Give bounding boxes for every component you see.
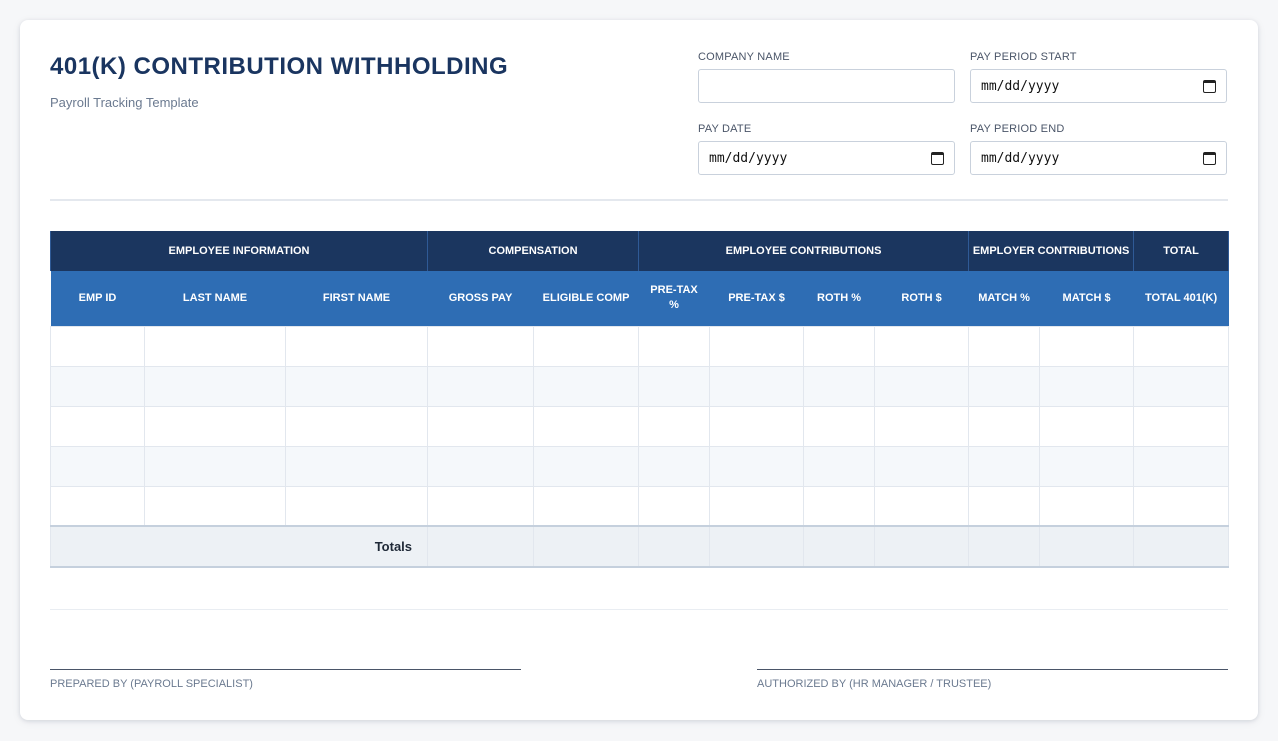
col-match-dollars: MATCH $ (1040, 271, 1134, 326)
cell-pre-tax-percent[interactable] (639, 406, 710, 446)
page-subtitle: Payroll Tracking Template (50, 95, 199, 110)
cell-match-dollars[interactable] (1040, 366, 1134, 406)
col-match-percent: MATCH % (969, 271, 1040, 326)
cell-emp-id[interactable] (51, 366, 145, 406)
col-gross-pay: GROSS PAY (428, 271, 534, 326)
calendar-icon[interactable] (931, 152, 944, 165)
pay-period-end-value: mm/dd/yyyy (981, 150, 1060, 166)
cell-roth-percent[interactable] (804, 486, 875, 526)
signature-line[interactable] (50, 669, 521, 670)
page-title: 401(K) CONTRIBUTION WITHHOLDING (50, 53, 509, 80)
cell-pre-tax-percent[interactable] (639, 326, 710, 366)
total-pre-tax-dollars (710, 526, 804, 567)
cell-gross-pay[interactable] (428, 446, 534, 486)
cell-match-dollars[interactable] (1040, 406, 1134, 446)
pay-period-end-field-group (970, 123, 1227, 175)
total-eligible-comp (534, 526, 639, 567)
table-row (51, 446, 1229, 486)
cell-match-percent[interactable] (969, 366, 1040, 406)
cell-pre-tax-percent[interactable] (639, 366, 710, 406)
total-pre-tax-percent (639, 526, 710, 567)
calendar-icon[interactable] (1203, 80, 1216, 93)
pay-period-start-label: PAY PERIOD START (970, 51, 1077, 63)
cell-total-401k[interactable] (1134, 446, 1229, 486)
pay-period-start-value: mm/dd/yyyy (981, 78, 1060, 94)
group-header-row (51, 231, 1229, 271)
cell-pre-tax-percent[interactable] (639, 486, 710, 526)
cell-roth-dollars[interactable] (875, 366, 969, 406)
cell-pre-tax-percent[interactable] (639, 446, 710, 486)
group-employee-information: EMPLOYEE INFORMATION (51, 231, 428, 271)
cell-pre-tax-dollars[interactable] (710, 366, 804, 406)
col-total-401k: TOTAL 401(K) (1134, 271, 1229, 326)
cell-emp-id[interactable] (51, 446, 145, 486)
cell-match-percent[interactable] (969, 446, 1040, 486)
cell-total-401k[interactable] (1134, 326, 1229, 366)
pay-period-start-input[interactable] (970, 69, 1227, 103)
template-card (20, 20, 1258, 720)
cell-eligible-comp[interactable] (534, 406, 639, 446)
total-match-percent (969, 526, 1040, 567)
cell-total-401k[interactable] (1134, 406, 1229, 446)
cell-emp-id[interactable] (51, 326, 145, 366)
cell-gross-pay[interactable] (428, 486, 534, 526)
calendar-icon[interactable] (1203, 152, 1216, 165)
cell-roth-dollars[interactable] (875, 326, 969, 366)
cell-first-name[interactable] (286, 406, 428, 446)
col-last-name: LAST NAME (145, 271, 286, 326)
pay-date-field-group (698, 123, 955, 175)
cell-last-name[interactable] (145, 486, 286, 526)
cell-roth-dollars[interactable] (875, 406, 969, 446)
cell-roth-percent[interactable] (804, 326, 875, 366)
cell-match-dollars[interactable] (1040, 446, 1134, 486)
authorized-by-caption: AUTHORIZED BY (HR MANAGER / TRUSTEE) (757, 678, 992, 690)
cell-match-percent[interactable] (969, 486, 1040, 526)
total-roth-percent (804, 526, 875, 567)
contribution-table (50, 231, 1229, 568)
col-roth-dollars: ROTH $ (875, 271, 969, 326)
cell-total-401k[interactable] (1134, 486, 1229, 526)
pay-period-end-label: PAY PERIOD END (970, 123, 1065, 135)
group-employee-contributions: EMPLOYEE CONTRIBUTIONS (639, 231, 969, 271)
cell-first-name[interactable] (286, 366, 428, 406)
cell-roth-dollars[interactable] (875, 486, 969, 526)
cell-first-name[interactable] (286, 446, 428, 486)
table-body (51, 326, 1229, 526)
total-match-dollars (1040, 526, 1134, 567)
table-row (51, 486, 1229, 526)
cell-last-name[interactable] (145, 406, 286, 446)
cell-last-name[interactable] (145, 366, 286, 406)
cell-match-percent[interactable] (969, 326, 1040, 366)
signature-line[interactable] (757, 669, 1228, 670)
header-divider (50, 199, 1228, 201)
cell-eligible-comp[interactable] (534, 326, 639, 366)
group-compensation: COMPENSATION (428, 231, 639, 271)
cell-gross-pay[interactable] (428, 406, 534, 446)
company-name-label: COMPANY NAME (698, 51, 790, 63)
col-pre-tax-percent: PRE-TAX % (639, 271, 710, 326)
company-name-field-group (698, 51, 955, 103)
company-name-input[interactable] (698, 69, 955, 103)
cell-pre-tax-dollars[interactable] (710, 446, 804, 486)
cell-eligible-comp[interactable] (534, 486, 639, 526)
col-emp-id: EMP ID (51, 271, 145, 326)
col-first-name: FIRST NAME (286, 271, 428, 326)
cell-gross-pay[interactable] (428, 366, 534, 406)
cell-pre-tax-dollars[interactable] (710, 486, 804, 526)
table-row (51, 366, 1229, 406)
footer-divider (50, 609, 1228, 610)
group-total: TOTAL (1134, 231, 1229, 271)
cell-match-dollars[interactable] (1040, 326, 1134, 366)
col-pre-tax-dollars: PRE-TAX $ (710, 271, 804, 326)
totals-label: Totals (51, 526, 428, 567)
column-header-row (51, 271, 1229, 326)
cell-match-percent[interactable] (969, 406, 1040, 446)
cell-eligible-comp[interactable] (534, 366, 639, 406)
pay-date-label: PAY DATE (698, 123, 752, 135)
pay-period-start-field-group (970, 51, 1227, 103)
cell-roth-percent[interactable] (804, 366, 875, 406)
cell-first-name[interactable] (286, 326, 428, 366)
cell-roth-percent[interactable] (804, 406, 875, 446)
total-401k (1134, 526, 1229, 567)
cell-pre-tax-dollars[interactable] (710, 406, 804, 446)
cell-last-name[interactable] (145, 326, 286, 366)
authorized-by-signature (757, 669, 1228, 690)
cell-match-dollars[interactable] (1040, 486, 1134, 526)
prepared-by-signature (50, 669, 521, 690)
totals-row (51, 526, 1229, 567)
pay-date-value: mm/dd/yyyy (709, 150, 788, 166)
total-roth-dollars (875, 526, 969, 567)
col-eligible-comp: ELIGIBLE COMP (534, 271, 639, 326)
col-roth-percent: ROTH % (804, 271, 875, 326)
cell-emp-id[interactable] (51, 406, 145, 446)
cell-emp-id[interactable] (51, 486, 145, 526)
total-gross-pay (428, 526, 534, 567)
group-employer-contributions: EMPLOYER CONTRIBUTIONS (969, 231, 1134, 271)
table-row (51, 326, 1229, 366)
cell-pre-tax-dollars[interactable] (710, 326, 804, 366)
pay-date-input[interactable] (698, 141, 955, 175)
cell-roth-percent[interactable] (804, 446, 875, 486)
cell-total-401k[interactable] (1134, 366, 1229, 406)
cell-roth-dollars[interactable] (875, 446, 969, 486)
cell-gross-pay[interactable] (428, 326, 534, 366)
prepared-by-caption: PREPARED BY (PAYROLL SPECIALIST) (50, 678, 253, 690)
table-row (51, 406, 1229, 446)
cell-first-name[interactable] (286, 486, 428, 526)
cell-eligible-comp[interactable] (534, 446, 639, 486)
cell-last-name[interactable] (145, 446, 286, 486)
pay-period-end-input[interactable] (970, 141, 1227, 175)
